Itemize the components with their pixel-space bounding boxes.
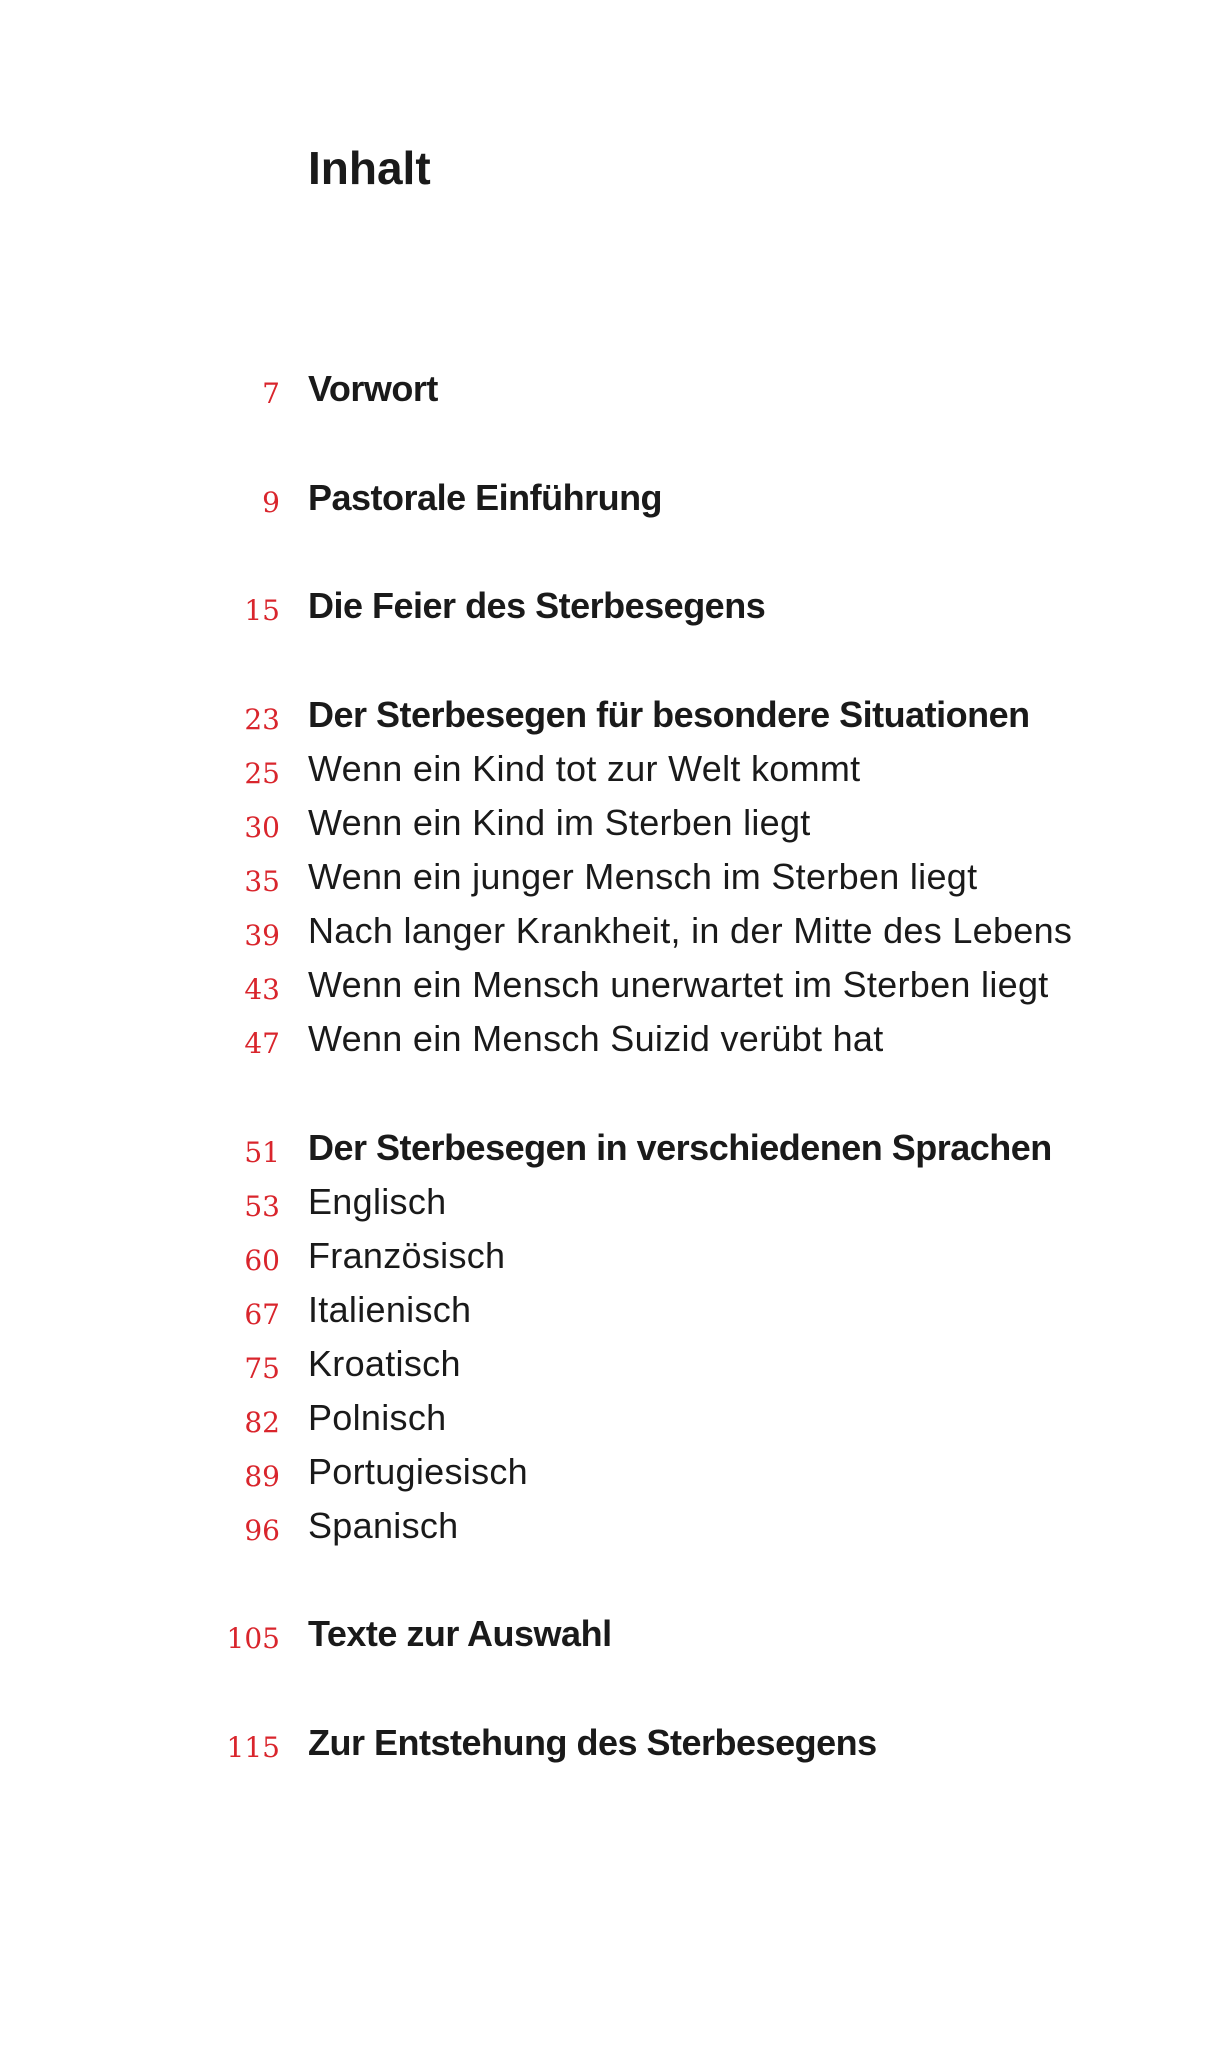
entry-label: Die Feier des Sterbesegens xyxy=(308,585,766,626)
page-number: 89 xyxy=(244,1460,280,1493)
toc-entry[interactable] xyxy=(0,1339,1208,1393)
page-number: 51 xyxy=(244,1136,280,1169)
page-number: 82 xyxy=(244,1406,280,1439)
page-number: 9 xyxy=(262,486,280,519)
toc-entry[interactable] xyxy=(0,690,1208,744)
toc-entry[interactable] xyxy=(0,1393,1208,1447)
toc-entry[interactable] xyxy=(0,1501,1208,1555)
entry-label: Der Sterbesegen in verschiedenen Sprachen xyxy=(308,1127,1052,1168)
entry-label: Italienisch xyxy=(308,1289,472,1330)
toc-entry[interactable] xyxy=(0,798,1208,852)
entry-label: Vorwort xyxy=(308,368,438,409)
page-title: Inhalt xyxy=(308,142,431,194)
entry-label: Nach langer Krankheit, in der Mitte des Lebens xyxy=(308,910,1073,951)
page-number: 25 xyxy=(244,757,280,790)
entry-label: Wenn ein junger Mensch im Sterben liegt xyxy=(308,856,978,897)
page-number: 105 xyxy=(226,1622,280,1655)
page-number: 67 xyxy=(244,1298,280,1331)
entry-label: Portugiesisch xyxy=(308,1451,529,1492)
toc-entry[interactable] xyxy=(0,581,1208,635)
entry-label: Zur Entstehung des Sterbesegens xyxy=(308,1722,877,1763)
entry-label: Wenn ein Mensch unerwartet im Sterben liegt xyxy=(308,964,1049,1005)
page-number: 53 xyxy=(244,1190,280,1223)
page-number: 15 xyxy=(244,594,280,627)
toc-entry[interactable] xyxy=(0,1123,1208,1177)
page-number: 96 xyxy=(244,1514,280,1547)
toc-entry[interactable] xyxy=(0,364,1208,418)
toc-entry[interactable] xyxy=(0,744,1208,798)
page-number: 115 xyxy=(226,1731,280,1764)
entry-label: Wenn ein Kind im Sterben liegt xyxy=(308,802,811,843)
page-number: 23 xyxy=(244,703,280,736)
page-number: 75 xyxy=(244,1352,280,1385)
toc-entry[interactable] xyxy=(0,473,1208,527)
entry-label: Wenn ein Kind tot zur Welt kommt xyxy=(308,748,861,789)
toc-entry[interactable] xyxy=(0,1285,1208,1339)
page-number: 43 xyxy=(244,973,280,1006)
entry-label: Texte zur Auswahl xyxy=(308,1613,612,1654)
entry-label: Pastorale Einführung xyxy=(308,477,663,518)
page-number: 47 xyxy=(244,1027,280,1060)
page-number: 39 xyxy=(244,919,280,952)
toc-entry[interactable] xyxy=(0,1609,1208,1663)
toc-entry[interactable] xyxy=(0,960,1208,1014)
entry-label: Polnisch xyxy=(308,1397,447,1438)
toc-entry[interactable] xyxy=(0,906,1208,960)
entry-label: Wenn ein Mensch Suizid verübt hat xyxy=(308,1018,884,1059)
page-number: 60 xyxy=(244,1244,280,1277)
toc-entry[interactable] xyxy=(0,1014,1208,1068)
entry-label: Französisch xyxy=(308,1235,506,1276)
toc-entry[interactable] xyxy=(0,1231,1208,1285)
toc-entry[interactable] xyxy=(0,1718,1208,1772)
toc-entry[interactable] xyxy=(0,1177,1208,1231)
page-number: 30 xyxy=(244,811,280,844)
entry-label: Englisch xyxy=(308,1181,447,1222)
page-number: 35 xyxy=(244,865,280,898)
page-number: 7 xyxy=(262,377,280,410)
toc-entry[interactable] xyxy=(0,852,1208,906)
entry-label: Der Sterbesegen für besondere Situationen xyxy=(308,694,1030,735)
entry-label: Kroatisch xyxy=(308,1343,461,1384)
toc-entry[interactable] xyxy=(0,1447,1208,1501)
entry-label: Spanisch xyxy=(308,1505,459,1546)
